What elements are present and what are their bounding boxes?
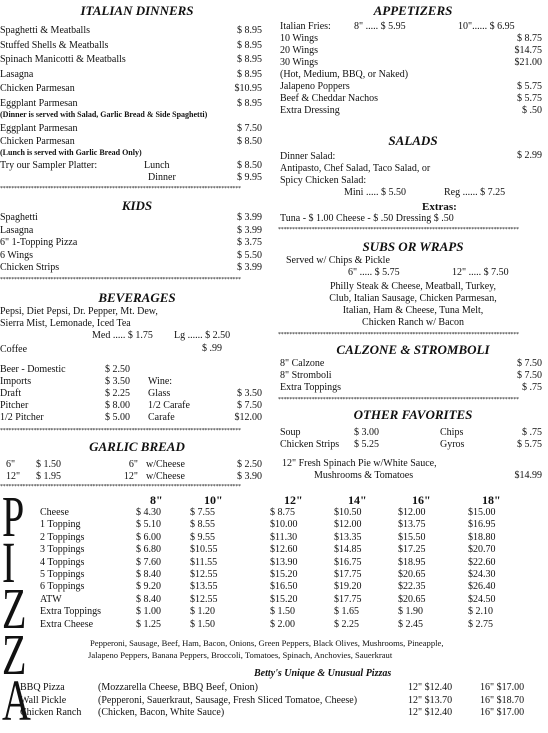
unique-pizza-desc: (Pepperoni, Sauerkraut, Sausage, Fresh Sliced Tomatoe, Cheese) xyxy=(98,694,358,706)
unique-pizza-12: 12" $12.40 xyxy=(408,682,453,693)
garlic-bread-title: GARLIC BREAD xyxy=(89,439,185,454)
garlic-price: $ 1.95 xyxy=(36,471,61,482)
pizza-price: $ 2.25 xyxy=(334,618,359,630)
menu-item-price: $ 7.50 xyxy=(517,358,542,369)
menu-item-price: $ 5.00 xyxy=(105,412,130,423)
fries-8: 8" ..... $ 5.95 xyxy=(354,21,406,32)
lunch-note: (Lunch is served with Garlic Bread Only) xyxy=(0,148,142,157)
menu-item-price: $ 7.50 xyxy=(237,400,262,411)
garlic-price: $ 1.50 xyxy=(36,459,61,470)
pizza-price: $ 1.00 xyxy=(136,606,161,618)
menu-item-name: Lasagna xyxy=(0,68,34,80)
menu-item-name: Spaghetti & Meatballs xyxy=(0,25,90,36)
menu-item-name: Eggplant Parmesan xyxy=(0,97,78,109)
pizza-row-name: 4 Toppings xyxy=(40,556,85,568)
unique-pizza-16: 16" $17.00 xyxy=(480,707,525,718)
menu-item-name: Beef & Cheddar Nachos xyxy=(280,93,379,104)
menu-item-price: $ 3.99 xyxy=(237,212,262,223)
pizza-row-name: 5 Toppings xyxy=(40,569,85,580)
menu-item-price: $ 8.95 xyxy=(237,39,262,51)
extras-line: Tuna - $ 1.00 Cheese - $ .50 Dressing $ .50 xyxy=(280,213,454,224)
menu-item-price: $ 5.50 xyxy=(237,249,262,261)
pizza-letter: I xyxy=(2,529,16,595)
strips-price: $ 5.25 xyxy=(354,439,379,450)
menu-item-price: $ 3.99 xyxy=(237,224,262,236)
menu-item-price: $ 2.50 xyxy=(105,364,130,375)
pizza-price: $15.20 xyxy=(270,569,298,580)
pizza-price: $ 7.60 xyxy=(136,556,161,568)
pizza-row-name: Extra Cheese xyxy=(40,618,94,630)
extras-label: Extras: xyxy=(422,201,457,213)
pizza-price: $24.50 xyxy=(468,593,496,605)
salads-title: SALADS xyxy=(388,133,438,148)
menu-item-name: 8" Calzone xyxy=(280,358,325,369)
menu-item-price: $ .75 xyxy=(522,382,542,393)
menu-item-price: $ 7.50 xyxy=(517,370,542,381)
salad-line1: Antipasto, Chef Salad, Taco Salad, or xyxy=(280,163,431,174)
beverages-line1: Pepsi, Diet Pepsi, Dr. Pepper, Mt. Dew, xyxy=(0,306,158,317)
pizza-price: $18.80 xyxy=(468,531,496,543)
garlic-size2: 12" xyxy=(123,471,138,482)
pizza-price: $20.65 xyxy=(398,593,426,605)
gyros-price: $ 5.75 xyxy=(517,439,542,450)
strips-name: Chicken Strips xyxy=(280,439,340,450)
pizza-price: $19.20 xyxy=(334,581,362,593)
menu-item-name: 6 Wings xyxy=(0,249,34,261)
garlic-price2: $ 3.90 xyxy=(237,471,262,482)
pizza-price: $12.60 xyxy=(270,544,298,556)
sampler-lunch-label: Lunch xyxy=(144,160,170,171)
dinner-salad-price: $ 2.99 xyxy=(517,150,542,161)
pizza-price: $ 1.25 xyxy=(136,618,161,630)
pizza-price: $10.50 xyxy=(334,507,362,518)
pizza-price: $ 8.75 xyxy=(270,507,295,518)
pizza-price: $12.00 xyxy=(398,507,426,518)
pizza-price: $ 1.50 xyxy=(270,606,295,618)
menu-item-name: Beer - Domestic xyxy=(0,364,66,375)
menu-item-name: Imports xyxy=(0,376,32,387)
pizza-size-header: 12" xyxy=(284,493,303,507)
pizza-price: $ 6.80 xyxy=(136,544,161,556)
pizza-price: $15.50 xyxy=(398,531,426,543)
salad-mini: Mini ..... $ 5.50 xyxy=(344,187,406,198)
pizza-price: $ 8.55 xyxy=(190,519,215,531)
menu-item-name: Glass xyxy=(148,388,171,399)
menu-item-name: Carafe xyxy=(148,412,175,423)
divider: ************************************************************************************** xyxy=(278,332,519,338)
sampler-label: Try our Sampler Platter: xyxy=(0,160,98,171)
menu-item-name: Stuffed Shells & Meatballs xyxy=(0,39,109,51)
pizza-price: $ 1.65 xyxy=(334,606,359,618)
garlic-label: w/Cheese xyxy=(146,459,185,470)
pizza-price: $12.00 xyxy=(334,519,362,531)
pizza-price: $17.75 xyxy=(334,569,362,580)
pizza-price: $10.00 xyxy=(270,519,298,531)
salad-line2: Spicy Chicken Salad: xyxy=(280,175,367,186)
beverage-lg: Lg ...... $ 2.50 xyxy=(174,330,231,341)
menu-item-price: $ 8.00 xyxy=(105,400,130,411)
chips-name: Chips xyxy=(440,427,464,438)
pizza-price: $ 9.20 xyxy=(136,581,161,593)
menu-item-name: 30 Wings xyxy=(280,57,319,68)
pizza-price: $ 8.40 xyxy=(136,569,161,580)
garlic-size: 12" xyxy=(6,471,21,482)
pizza-letter: A xyxy=(2,667,31,733)
menu-item-name: 1/2 Carafe xyxy=(148,400,190,411)
divider: ************************************************************************************** xyxy=(0,186,241,192)
menu-item-price: $ 3.50 xyxy=(237,388,262,399)
pizza-size-header: 10" xyxy=(204,493,223,507)
menu-item-name: Extra Toppings xyxy=(280,382,342,393)
pizza-price: $26.40 xyxy=(468,581,496,593)
pizza-price: $16.75 xyxy=(334,556,362,568)
pizza-price: $ 2.75 xyxy=(468,618,493,630)
soup-name: Soup xyxy=(280,427,301,438)
pizza-price: $13.75 xyxy=(398,519,426,531)
unique-pizza-16: 16" $17.00 xyxy=(480,682,525,693)
pizza-row-name: ATW xyxy=(40,593,62,605)
sampler-lunch-price: $ 8.50 xyxy=(237,160,262,171)
menu-item-name: (Hot, Medium, BBQ, or Naked) xyxy=(280,69,409,80)
coffee-price: $ .99 xyxy=(202,343,222,354)
pizza-price: $13.55 xyxy=(190,581,218,593)
subs-line: Italian, Ham & Cheese, Tuna Melt, xyxy=(342,305,484,316)
menu-item-price: $ 8.95 xyxy=(237,54,262,65)
fries-10: 10"...... $ 6.95 xyxy=(458,21,515,32)
spinach-price: $14.99 xyxy=(514,470,542,481)
pizza-price: $16.50 xyxy=(270,581,298,593)
garlic-price2: $ 2.50 xyxy=(237,459,262,470)
appetizers-title: APPETIZERS xyxy=(373,3,453,18)
pizza-price: $11.55 xyxy=(190,556,218,568)
pizza-price: $ 2.00 xyxy=(270,618,295,630)
unique-pizza-name: Wall Pickle xyxy=(20,694,67,706)
sampler-dinner-label: Dinner xyxy=(148,172,176,183)
other-title: OTHER FAVORITES xyxy=(353,407,473,422)
spinach-line2: Mushrooms & Tomatoes xyxy=(314,470,414,481)
pizza-price: $22.35 xyxy=(398,581,426,593)
pizza-price: $13.35 xyxy=(334,531,362,543)
pizza-row-name: 3 Toppings xyxy=(40,544,85,556)
menu-item-name: Lasagna xyxy=(0,224,34,236)
unique-pizza-desc: (Mozzarella Cheese, BBQ Beef, Onion) xyxy=(98,682,258,693)
dinner-salad: Dinner Salad: xyxy=(280,151,336,162)
kids-title: KIDS xyxy=(121,198,153,213)
garlic-size: 6" xyxy=(6,459,16,470)
beverages-line2: Sierra Mist, Lemonade, Iced Tea xyxy=(0,318,131,329)
unique-pizzas-title: Betty's Unique & Unusual Pizzas xyxy=(254,668,392,679)
pizza-price: $ 9.55 xyxy=(190,531,215,543)
garlic-label: w/Cheese xyxy=(146,471,185,482)
pizza-price: $ 5.10 xyxy=(136,519,161,531)
italian-dinners-title: ITALIAN DINNERS xyxy=(80,3,194,18)
pizza-price: $ 2.45 xyxy=(398,618,423,630)
soup-price: $ 3.00 xyxy=(354,427,379,438)
dinner-note: (Dinner is served with Salad, Garlic Bread & Side Spaghetti) xyxy=(0,110,208,119)
pizza-price: $ 6.00 xyxy=(136,531,161,543)
pizza-price: $10.55 xyxy=(190,544,218,556)
menu-item-price: $ .50 xyxy=(522,105,542,116)
menu-item-name: Eggplant Parmesan xyxy=(0,123,78,134)
pizza-price: $17.75 xyxy=(334,593,362,605)
gyros-name: Gyros xyxy=(440,439,465,450)
pizza-letter: P xyxy=(2,483,25,549)
menu-item-name: Extra Dressing xyxy=(280,105,340,116)
pizza-size-header: 8" xyxy=(150,493,163,507)
menu-item-name: 8" Stromboli xyxy=(280,370,332,381)
pizza-price: $ 1.50 xyxy=(190,618,215,630)
pizza-price: $17.25 xyxy=(398,544,426,556)
pizza-price: $22.60 xyxy=(468,556,496,568)
pizza-price: $ 1.20 xyxy=(190,606,215,618)
pizza-row-name: 1 Topping xyxy=(40,519,81,531)
subs-line: Chicken Ranch w/ Bacon xyxy=(362,317,464,328)
menu-item-name: Spaghetti xyxy=(0,212,38,223)
pizza-price: $14.85 xyxy=(334,544,362,556)
pizza-row-name: Extra Toppings xyxy=(40,606,102,618)
subs-title: SUBS OR WRAPS xyxy=(362,239,464,254)
divider: ************************************************************************************** xyxy=(0,277,241,283)
pizza-price: $ 4.30 xyxy=(136,507,161,518)
beverage-med: Med ..... $ 1.75 xyxy=(92,330,153,341)
menu-item-price: $ 2.25 xyxy=(105,388,130,399)
pizza-price: $11.30 xyxy=(270,531,298,543)
subs-twelve: 12" ..... $ 7.50 xyxy=(452,267,509,278)
pizza-size-header: 16" xyxy=(412,493,431,507)
wine-label: Wine: xyxy=(148,376,173,387)
unique-pizza-desc: (Chicken, Bacon, White Sauce) xyxy=(98,707,225,718)
pizza-price: $13.90 xyxy=(270,556,298,568)
chips-price: $ .75 xyxy=(522,427,542,438)
unique-pizza-12: 12" $13.70 xyxy=(408,694,453,706)
subs-served: Served w/ Chips & Pickle xyxy=(286,255,390,266)
menu-item-name: Chicken Parmesan xyxy=(0,136,75,147)
menu-item-price: $14.75 xyxy=(514,45,542,56)
pizza-row-name: Cheese xyxy=(40,507,69,518)
toppings-line2: Jalapeno Peppers, Banana Peppers, Broccoli, Tomatoes, Spinach, Anchovies, Sauerkraut xyxy=(88,650,393,660)
pizza-price: $ 1.90 xyxy=(398,606,423,618)
coffee-name: Coffee xyxy=(0,344,28,355)
menu-item-price: $ 5.75 xyxy=(517,93,542,104)
menu-item-price: $ 8.95 xyxy=(237,68,262,80)
beverages-title: BEVERAGES xyxy=(98,290,176,305)
menu-item-price: $21.00 xyxy=(514,57,542,68)
menu-item-price: $ 3.75 xyxy=(237,237,262,249)
unique-pizza-name: Chicken Ranch xyxy=(20,707,82,718)
unique-pizza-12: 12" $12.40 xyxy=(408,707,453,718)
subs-line: Club, Italian Sausage, Chicken Parmesan, xyxy=(329,293,497,304)
divider: ************************************************************************************** xyxy=(0,484,241,490)
menu-item-name: 1/2 Pitcher xyxy=(0,412,44,423)
menu-item-price: $ 8.75 xyxy=(517,33,542,44)
divider: ************************************************************************************** xyxy=(278,227,519,233)
menu-item-price: $ 3.99 xyxy=(237,262,262,274)
menu-item-name: 10 Wings xyxy=(280,33,319,44)
fries-name: Italian Fries: xyxy=(280,21,331,32)
garlic-size2: 6" xyxy=(128,459,138,470)
spinach-line1: 12" Fresh Spinach Pie w/White Sauce, xyxy=(282,458,437,469)
pizza-price: $15.00 xyxy=(468,507,496,518)
menu-item-price: $12.00 xyxy=(234,412,262,423)
menu-item-name: Pitcher xyxy=(0,400,29,411)
unique-pizza-name: BBQ Pizza xyxy=(20,682,65,693)
pizza-price: $20.65 xyxy=(398,569,426,580)
unique-pizza-16: 16" $18.70 xyxy=(480,694,525,706)
menu-item-price: $ 8.95 xyxy=(237,97,262,109)
toppings-line1: Pepperoni, Sausage, Beef, Ham, Bacon, Onions, Green Peppers, Black Olives, Mushrooms, Pineapple, xyxy=(90,638,444,648)
pizza-price: $18.95 xyxy=(398,556,426,568)
divider: ************************************************************************************** xyxy=(278,397,519,403)
menu-item-price: $ 8.95 xyxy=(237,25,262,36)
subs-line: Philly Steak & Cheese, Meatball, Turkey, xyxy=(329,281,496,292)
menu-item-price: $ 8.50 xyxy=(237,136,262,147)
menu-item-price: $10.95 xyxy=(234,83,262,94)
sampler-dinner-price: $ 9.95 xyxy=(237,172,262,183)
divider: ************************************************************************************** xyxy=(0,428,241,434)
calzone-title: CALZONE & STROMBOLI xyxy=(336,342,490,357)
pizza-price: $12.55 xyxy=(190,593,218,605)
subs-six: 6" ..... $ 5.75 xyxy=(348,267,400,278)
menu-item-name: Spinach Manicotti & Meatballs xyxy=(0,54,126,65)
menu-item-price: $ 5.75 xyxy=(517,81,542,92)
menu-item-name: 6" 1-Topping Pizza xyxy=(0,237,78,249)
pizza-price: $ 2.10 xyxy=(468,606,493,618)
pizza-letter: Z xyxy=(2,575,27,641)
menu-item-name: Jalapeno Poppers xyxy=(280,81,350,92)
pizza-price: $20.70 xyxy=(468,544,496,556)
pizza-price: $15.20 xyxy=(270,593,298,605)
pizza-price: $ 7.55 xyxy=(190,507,215,518)
pizza-price: $24.30 xyxy=(468,569,496,580)
pizza-price: $12.55 xyxy=(190,569,218,580)
pizza-price: $ 8.40 xyxy=(136,593,161,605)
pizza-size-header: 14" xyxy=(348,493,367,507)
pizza-row-name: 2 Toppings xyxy=(40,531,85,543)
menu-item-name: Draft xyxy=(0,388,22,399)
menu-item-price: $ 3.50 xyxy=(105,376,130,387)
pizza-row-name: 6 Toppings xyxy=(40,581,85,593)
salad-reg: Reg ...... $ 7.25 xyxy=(444,187,506,198)
menu-item-name: 20 Wings xyxy=(280,45,319,56)
pizza-price: $16.95 xyxy=(468,519,496,531)
menu-item-name: Chicken Strips xyxy=(0,262,60,274)
pizza-size-header: 18" xyxy=(482,493,501,507)
menu-item-name: Chicken Parmesan xyxy=(0,83,75,94)
menu-item-price: $ 7.50 xyxy=(237,123,262,134)
pizza-letter: Z xyxy=(2,621,27,687)
